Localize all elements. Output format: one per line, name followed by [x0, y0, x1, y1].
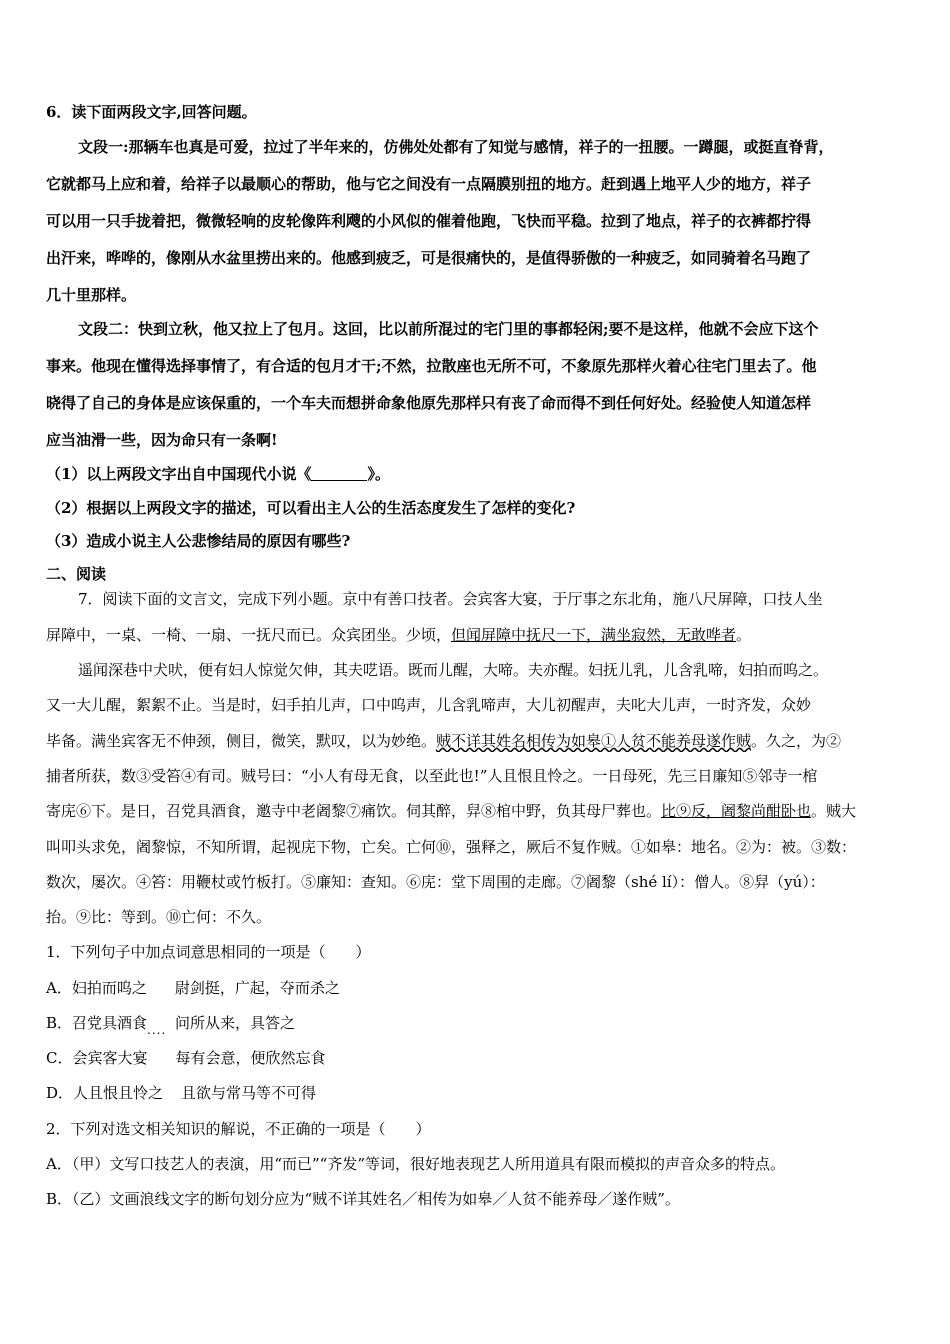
mc1-option-a[interactable] [46, 977, 912, 999]
q7-passage-line: 7．阅读下面的文言文，完成下列小题。京中有善口技者。会宾客大宴，于厅事之东北角，施八尺屏障，口技人坐 [78, 590, 823, 608]
mc2-option-a[interactable]: A．（甲）文写口技艺人的表演，用“而已”“齐发”等词，很好地表现艺人所用道具有限而模拟的声音众多的特点。 [46, 1155, 786, 1173]
q7-passage-line: 捕者所获，数③受笞④有司。贼号曰：“小人有母无食，以至此也!”人且恨且怜之。一日母死，先三日廉知⑤邻寺一棺 [46, 767, 818, 785]
q7-passage-line: 又一大儿醒，絮絮不止。当是时，妇手拍儿声，口中呜声，儿含乳啼声，大儿初醒声，夫叱大儿声，一时齐发，众妙 [46, 696, 812, 714]
option-text: 尉剑挺，广起，夺而杀之 [174, 979, 340, 997]
mc2-stem: 2．下列对选文相关知识的解说，不正确的一项是（ ） [46, 1120, 431, 1138]
q7-passage-line: 数次，屡次。④笞：用鞭杖或竹板打。⑤廉知：查知。⑥庑：堂下周围的走廊。⑦阇黎（shé lí）：僧人。⑧舁（yú）： [46, 873, 825, 891]
underlined-sentence: 但闻屏障中抚尺一下，满坐寂然，无敢哗者 [451, 626, 737, 644]
underlined-sentence: 比⑨反，阇黎尚酣卧也 [661, 802, 812, 820]
text-span: 毕备。满坐宾客无不伸颈，侧目，微笑，默叹，以为妙绝。 [46, 732, 437, 750]
option-text: 问所从来，具答之 [175, 1014, 296, 1032]
q6-passage1-line: 文段一:那辆车也真是可爱，拉过了半年来的，仿佛处处都有了知觉与感情，祥子的一扭腰。一蹲腿，或挺直脊背， [78, 138, 834, 156]
option-text: 会宾客大宴 [72, 1049, 148, 1067]
mc2-option-b[interactable]: B．（乙）文画浪线文字的断句划分应为“贼不详其姓名／相传为如皋／人贫不能养母／遂作贼”。 [46, 1190, 680, 1208]
q6-subquestion-2: （2）根据以上两段文字的描述，可以看出主人公的生活态度发生了怎样的变化? [46, 499, 576, 517]
q6-passage2-line: 晓得了自己的身体是应该保重的，一个车夫而想拼命象他原先那样只有丧了命而得不到任何好处。经验使人知道怎样 [46, 394, 812, 412]
emphasis-dots: .... [147, 1023, 167, 1037]
q7-passage-line: 遥闻深巷中犬吠，便有妇人惊觉欠伸，其夫呓语。既而儿醒，大啼。夫亦醒。妇抚儿乳，儿含乳啼，妇拍而呜之。 [78, 661, 829, 679]
option-text: 妇拍而呜之 [71, 979, 147, 997]
option-label: D． [46, 1084, 74, 1102]
option-label: B． [46, 1014, 73, 1032]
option-label: A． [46, 979, 72, 997]
q6-subquestion-1 [46, 463, 912, 485]
option-text: 且欲与常马等不可得 [181, 1084, 317, 1102]
mc1-option-b[interactable] [46, 1012, 912, 1041]
text-span: 。贼大 [811, 802, 857, 820]
section-heading: 二、阅读 [46, 565, 107, 583]
q6-subquestion-3: （3）造成小说主人公悲惨结局的原因有哪些? [46, 532, 351, 550]
option-text: 召党具酒食 [72, 1014, 148, 1032]
q6-passage2-line: 文段二：快到立秋，他又拉上了包月。这回，比以前所混过的宅门里的事都轻闲;要不是这样，他就不会应下这个 [78, 320, 819, 338]
q6-passage1-line: 它就都马上应和着，给祥子以最顺心的帮助，他与它之间没有一点隔膜别扭的地方。赶到遇上地平人少的地方，祥子 [46, 175, 812, 193]
mc1-stem: 1．下列句子中加点词意思相同的一项是（ ） [46, 943, 371, 961]
q6-passage1-line: 出汗来，哗哗的，像刚从水盆里捞出来的。他感到疲乏，可是很痛快的，是值得骄傲的一种疲乏，如同骑着名马跑了 [46, 249, 812, 267]
q7-passage-line [46, 800, 912, 822]
q6-passage1-line: 可以用一只手拢着把，微微轻响的皮轮像阵利飕的小风似的催着他跑，飞快而平稳。拉到了地点，祥子的衣裤都拧得 [46, 212, 812, 230]
sub1-prefix: （1）以上两段文字出自中国现代小说《 [46, 465, 312, 483]
sub1-suffix: 》。 [367, 465, 390, 483]
q7-passage-line: 叫叩头求免，阇黎惊，不知所谓，起视庑下物，亡矣。亡何⑩，强释之，厥后不复作贼。①如皋：地名。②为：被。③数： [46, 838, 857, 856]
text-span: 。久之，为② [751, 732, 842, 750]
option-text: 每有会意，便欣然忘食 [175, 1049, 326, 1067]
option-label: C． [46, 1049, 73, 1067]
q6-passage2-line: 事来。他现在懂得选择事情了，有合适的包月才干;不然，拉散座也无所不可，不象原先那样火着心往宅门里去了。他 [46, 357, 817, 375]
q6-passage1-line: 几十里那样。 [46, 286, 137, 304]
option-text: 人且恨且怜之 [73, 1084, 164, 1102]
q7-passage-line: 抬。⑨比：等到。⑩亡何：不久。 [46, 908, 272, 926]
q7-passage-line [46, 730, 912, 752]
wavy-underlined-sentence: 贼不详其姓名相传为如皋①人贫不能养母遂作贼 [436, 732, 752, 750]
text-span: 寄庑⑥下。是日，召党具酒食，邀寺中老阇黎⑦痛饮。伺其醉，舁⑧棺中野，负其母尸葬也。 [46, 802, 662, 820]
mc1-option-c[interactable] [46, 1047, 912, 1069]
q7-passage-line [46, 624, 912, 646]
text-span: 屏障中，一桌、一椅、一扇、一抚尺而已。众宾团坐。少顷， [46, 626, 452, 644]
q6-passage2-line: 应当油滑一些，因为命只有一条啊! [46, 431, 278, 449]
answer-blank[interactable] [311, 466, 367, 481]
q6-stem: 6．读下面两段文字,回答问题。 [46, 103, 257, 121]
mc1-option-d[interactable] [46, 1082, 912, 1104]
text-span: 。 [736, 626, 752, 644]
